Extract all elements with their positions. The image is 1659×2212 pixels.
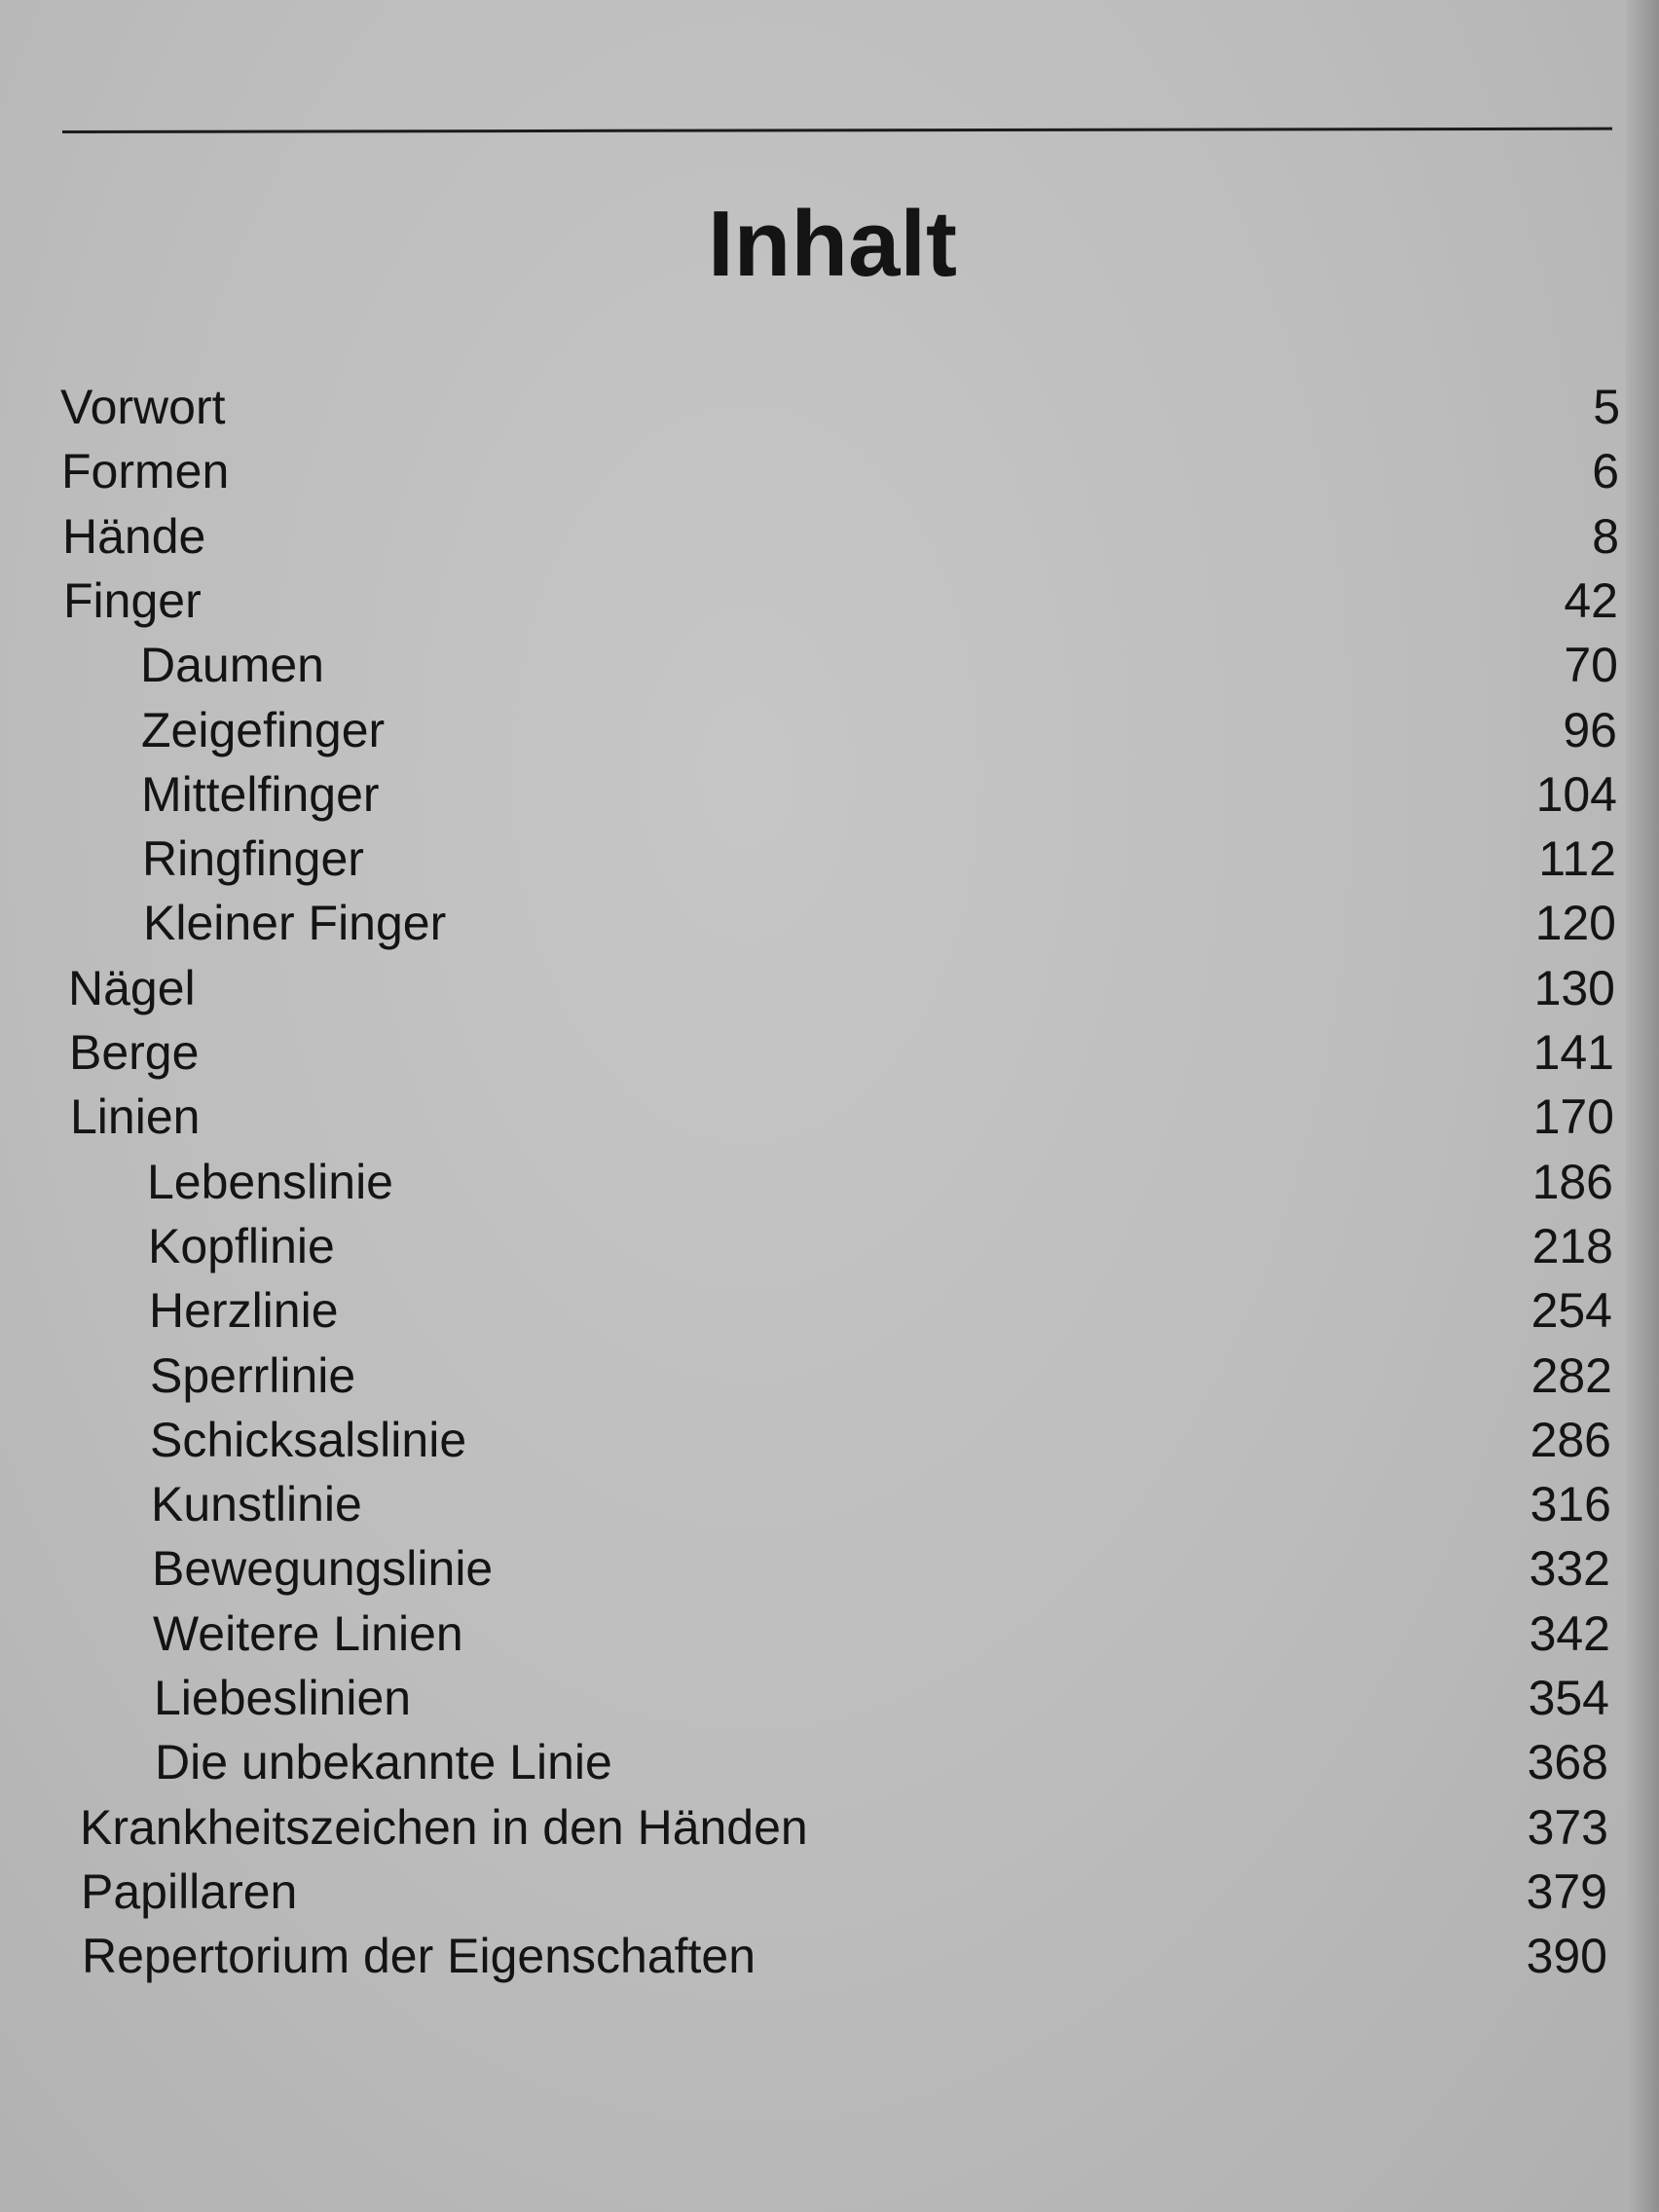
toc-entry-label: Liebeslinien xyxy=(154,1671,412,1725)
toc-entry-label: Berge xyxy=(69,1025,200,1080)
toc-entry xyxy=(0,959,1659,1017)
toc-entry-label: Kopflinie xyxy=(148,1219,335,1273)
toc-entry xyxy=(0,1411,1659,1469)
toc-entry-label: Krankheitszeichen in den Händen xyxy=(80,1800,808,1855)
page-title: Inhalt xyxy=(708,192,957,296)
toc-entry-page-number: 5 xyxy=(1593,380,1620,434)
toc-entry-label: Sperrlinie xyxy=(150,1348,356,1403)
toc-entry-label: Formen xyxy=(61,444,230,498)
toc-entry xyxy=(0,1798,1659,1857)
toc-entry-label: Kleiner Finger xyxy=(143,896,447,950)
toc-entry xyxy=(0,442,1659,500)
toc-entry-label: Die unbekannte Linie xyxy=(155,1735,612,1789)
toc-entry-label: Hände xyxy=(62,509,206,564)
toc-entry-page-number: 141 xyxy=(1532,1025,1614,1080)
toc-entry xyxy=(0,1088,1659,1146)
toc-entry-label: Mittelfinger xyxy=(141,767,380,822)
toc-entry xyxy=(0,1927,1659,1985)
toc-entry-label: Ringfinger xyxy=(142,831,364,886)
toc-entry xyxy=(0,1539,1659,1598)
toc-entry xyxy=(0,1217,1659,1275)
toc-entry-page-number: 130 xyxy=(1533,961,1615,1015)
toc-entry xyxy=(0,894,1659,952)
toc-entry xyxy=(0,1475,1659,1533)
toc-entry-page-number: 332 xyxy=(1529,1541,1610,1596)
toc-entry-label: Bewegungslinie xyxy=(152,1541,494,1596)
toc-entry-page-number: 286 xyxy=(1530,1413,1611,1467)
toc-entry-label: Herzlinie xyxy=(149,1283,339,1338)
toc-entry xyxy=(0,1153,1659,1211)
toc-entry-page-number: 373 xyxy=(1527,1800,1608,1855)
toc-entry xyxy=(0,1669,1659,1727)
toc-entry xyxy=(0,701,1659,759)
toc-entry-page-number: 96 xyxy=(1563,703,1617,757)
toc-entry xyxy=(0,765,1659,824)
toc-entry-page-number: 390 xyxy=(1526,1929,1607,1983)
toc-entry-label: Zeigefinger xyxy=(141,703,386,757)
toc-entry-page-number: 218 xyxy=(1531,1219,1613,1273)
toc-entry-page-number: 120 xyxy=(1534,896,1616,950)
toc-entry-label: Weitere Linien xyxy=(153,1606,463,1661)
toc-entry xyxy=(0,1023,1659,1082)
toc-entry-page-number: 379 xyxy=(1526,1864,1607,1919)
toc-entry xyxy=(0,378,1659,436)
toc-entry-label: Repertorium der Eigenschaften xyxy=(82,1929,756,1983)
toc-entry xyxy=(0,1346,1659,1405)
toc-entry xyxy=(0,1862,1659,1921)
toc-entry-page-number: 316 xyxy=(1530,1477,1611,1531)
toc-entry xyxy=(0,1733,1659,1791)
toc-entry-label: Linien xyxy=(70,1089,201,1144)
toc-entry-page-number: 6 xyxy=(1592,444,1619,498)
toc-entry-label: Schicksalslinie xyxy=(150,1413,467,1467)
toc-entry-page-number: 8 xyxy=(1592,509,1619,564)
toc-entry xyxy=(0,507,1659,566)
toc-entry-page-number: 170 xyxy=(1532,1089,1614,1144)
toc-entry-page-number: 186 xyxy=(1531,1155,1613,1209)
toc-entry-page-number: 354 xyxy=(1528,1671,1609,1725)
toc-entry-label: Nägel xyxy=(68,961,196,1015)
toc-entry-page-number: 104 xyxy=(1535,767,1617,822)
toc-entry-label: Kunstlinie xyxy=(151,1477,362,1531)
toc-entry-page-number: 42 xyxy=(1564,573,1618,628)
toc-entry-page-number: 368 xyxy=(1527,1735,1608,1789)
toc-entry-label: Lebenslinie xyxy=(147,1155,393,1209)
toc-entry-page-number: 342 xyxy=(1529,1606,1610,1661)
toc-entry xyxy=(0,1281,1659,1340)
toc-entry-label: Finger xyxy=(63,573,202,628)
toc-entry-label: Daumen xyxy=(140,638,324,692)
toc-entry-page-number: 70 xyxy=(1564,638,1618,692)
toc-entry-label: Vorwort xyxy=(60,380,226,434)
toc-entry xyxy=(0,1604,1659,1663)
toc-entry-page-number: 112 xyxy=(1538,831,1616,886)
toc-entry xyxy=(0,571,1659,630)
toc-entry xyxy=(0,636,1659,694)
toc-entry-page-number: 282 xyxy=(1530,1348,1612,1403)
toc-entry-page-number: 254 xyxy=(1530,1283,1612,1338)
toc-entry xyxy=(0,830,1659,888)
toc-entry-label: Papillaren xyxy=(81,1864,298,1919)
